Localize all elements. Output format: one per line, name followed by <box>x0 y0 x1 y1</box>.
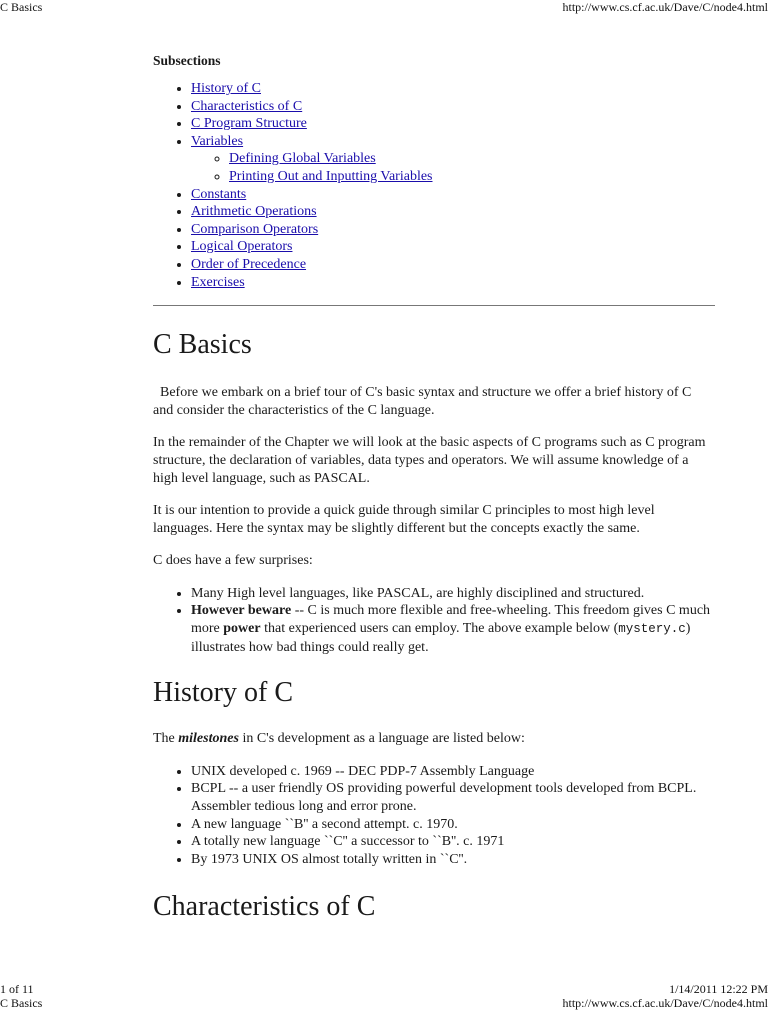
toc-link-comparison[interactable]: Comparison Operators <box>191 221 319 237</box>
list-item <box>191 221 715 239</box>
code-filename: mystery.c <box>618 622 686 637</box>
list-item <box>191 238 715 256</box>
surprises-list <box>153 585 715 656</box>
toc-link-history[interactable]: History of C <box>191 81 261 96</box>
print-header <box>0 0 768 14</box>
toc-link-logical[interactable]: Logical Operators <box>191 239 293 255</box>
toc-link-exercises[interactable]: Exercises <box>191 274 245 290</box>
subsections-list <box>153 80 715 291</box>
emphasis-text: power <box>223 621 261 637</box>
section-title-history: History of C <box>153 677 293 709</box>
header-title: C Basics <box>0 0 43 14</box>
list-item <box>229 168 715 186</box>
toc-link-characteristics[interactable]: Characteristics of C <box>191 98 303 114</box>
header-url: http://www.cs.cf.ac.uk/Dave/C/node4.html <box>562 0 768 14</box>
toc-link-arithmetic[interactable]: Arithmetic Operations <box>191 204 317 220</box>
emphasis-text: However beware <box>191 603 292 619</box>
subsections-sublist <box>191 150 715 185</box>
list-item-text: ) illustrates how bad things could really get. <box>191 621 691 655</box>
intro-paragraph-3: It is our intention to provide a quick guide through similar C principles to most high level languages. Here the syntax may be slightly different but the concepts exactly the same. <box>153 503 655 536</box>
toc-link-program-structure[interactable]: C Program Structure <box>191 116 307 132</box>
list-item <box>191 256 715 274</box>
page-title: C Basics <box>153 329 252 361</box>
history-list <box>153 763 715 869</box>
list-item: • A new language ``B'' a second attempt. c. 1970. <box>191 816 715 834</box>
paragraph-text: The <box>153 731 179 747</box>
list-item <box>191 115 715 133</box>
intro-paragraph-4: C does have a few surprises: <box>153 553 313 569</box>
history-intro <box>153 730 715 748</box>
list-item-text: -- C is much more flexible and free-wheeling. This freedom gives C much more <box>191 603 711 637</box>
print-footer-line-2 <box>0 996 768 1010</box>
paragraph-text: in C's development as a language are listed below: <box>238 731 525 747</box>
list-item <box>191 274 715 292</box>
footer-title: C Basics <box>0 996 43 1010</box>
list-item <box>191 602 715 656</box>
toc-link-precedence[interactable]: Order of Precedence <box>191 256 307 272</box>
list-item <box>191 133 715 186</box>
toc-link-variables[interactable]: Variables <box>191 133 244 149</box>
list-item: • UNIX developed c. 1969 -- DEC PDP-7 Assembly Language <box>191 763 715 781</box>
list-item: • A totally new language ``C'' a successor to ``B''. c. 1971 <box>191 833 715 851</box>
page-content <box>153 52 715 924</box>
footer-datetime: 1/14/2011 12:22 PM <box>669 982 768 996</box>
footer-url: http://www.cs.cf.ac.uk/Dave/C/node4.html <box>562 996 768 1010</box>
intro-paragraph-2: In the remainder of the Chapter we will look at the basic aspects of C programs such as C program structure, the declaration of variables, data types and operators. We will assume knowledge of a high level language, such as PASCAL. <box>153 435 706 486</box>
section-title-characteristics: Characteristics of C <box>153 891 376 923</box>
intro-paragraph-1 <box>153 384 715 419</box>
paragraph-text: Before we embark on a brief tour of C's basic syntax and structure we offer a brief history of C and consider the characteristics of the C language. <box>153 385 692 418</box>
emphasis-text: milestones <box>178 731 239 747</box>
toc-link-global-variables[interactable]: Defining Global Variables <box>229 151 376 167</box>
subsections-heading: Subsections <box>153 53 221 68</box>
divider <box>153 305 715 306</box>
print-footer-line-1 <box>0 982 768 996</box>
toc-link-printing-inputting[interactable]: Printing Out and Inputting Variables <box>229 168 433 184</box>
footer-page-number: 1 of 11 <box>0 982 34 996</box>
list-item <box>229 150 715 168</box>
list-item: • By 1973 UNIX OS almost totally written in ``C''. <box>191 851 715 869</box>
list-item <box>191 80 715 98</box>
toc-link-constants[interactable]: Constants <box>191 186 247 202</box>
list-item <box>191 186 715 204</box>
list-item-text: that experienced users can employ. The above example below ( <box>260 621 619 637</box>
list-item <box>191 203 715 221</box>
list-item <box>191 98 715 116</box>
list-item: • Many High level languages, like PASCAL, are highly disciplined and structured. <box>191 585 715 603</box>
list-item: • BCPL -- a user friendly OS providing powerful development tools developed from BCPL. Assembler tedious long and error prone. <box>191 780 715 815</box>
